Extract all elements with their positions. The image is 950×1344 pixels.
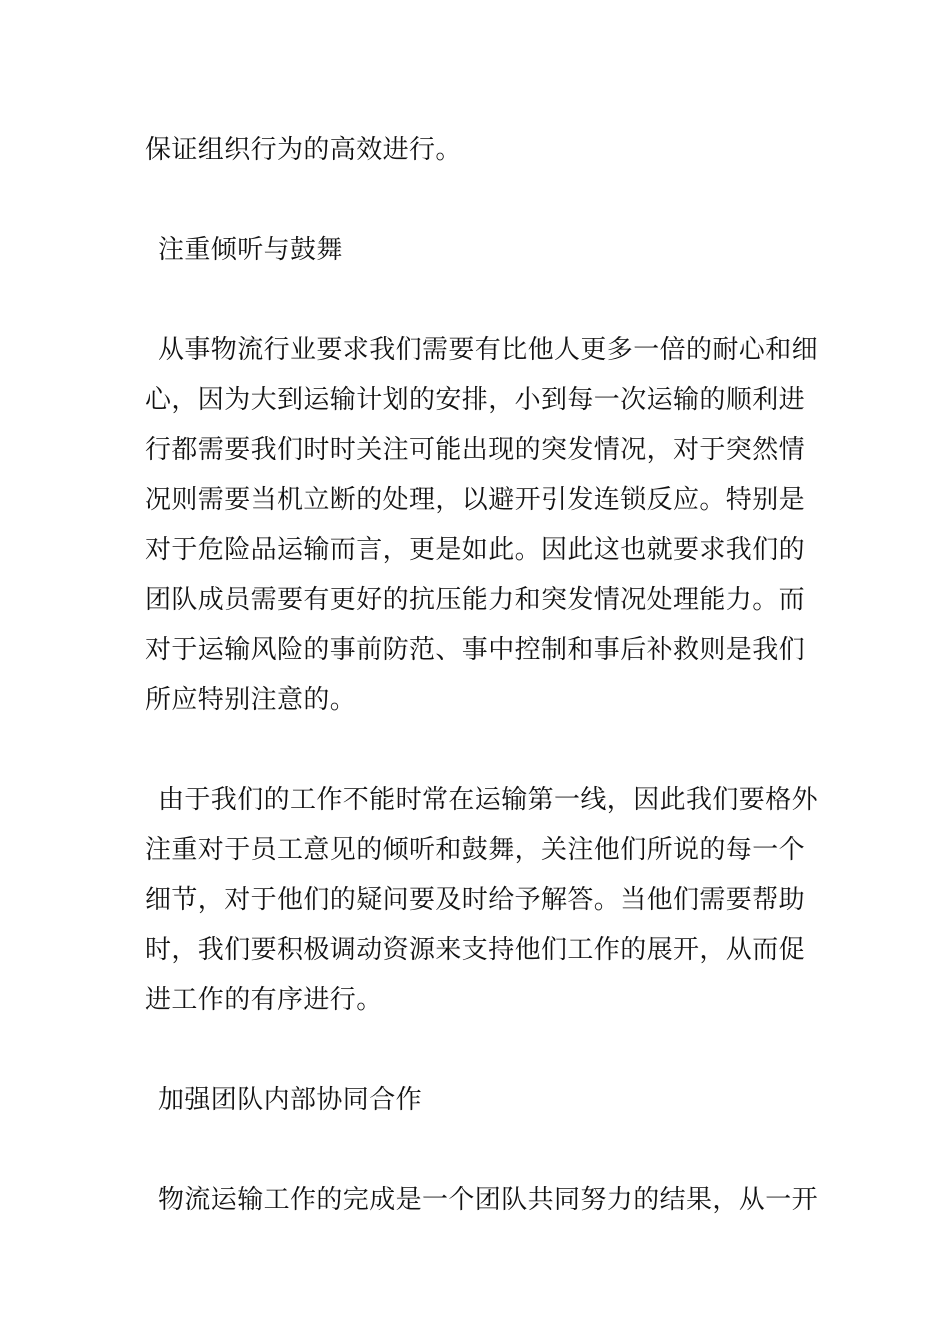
section-heading: 加强团队内部协同合作 <box>158 1085 423 1115</box>
paragraph-line: 心，因为大到运输计划的安排，小到每一次运输的顺利进 <box>145 385 806 415</box>
paragraph-line: 所应特别注意的。 <box>145 685 357 715</box>
paragraph-line: 保证组织行为的高效进行。 <box>145 135 462 165</box>
section-heading: 注重倾听与鼓舞 <box>158 235 343 265</box>
paragraph-line: 细节，对于他们的疑问要及时给予解答。当他们需要帮助 <box>145 885 806 915</box>
paragraph-line: 行都需要我们时时关注可能出现的突发情况，对于突然情 <box>145 435 806 465</box>
paragraph-line: 注重对于员工意见的倾听和鼓舞，关注他们所说的每一个 <box>145 835 806 865</box>
paragraph-line: 进工作的有序进行。 <box>145 985 383 1015</box>
paragraph-line: 况则需要当机立断的处理，以避开引发连锁反应。特别是 <box>145 485 806 515</box>
paragraph-line: 时，我们要积极调动资源来支持他们工作的展开，从而促 <box>145 935 806 965</box>
paragraph-line: 对于运输风险的事前防范、事中控制和事后补救则是我们 <box>145 635 806 665</box>
paragraph-line: 从事物流行业要求我们需要有比他人更多一倍的耐心和细 <box>158 335 819 365</box>
paragraph-line: 物流运输工作的完成是一个团队共同努力的结果，从一开 <box>158 1185 819 1215</box>
paragraph-line: 由于我们的工作不能时常在运输第一线，因此我们要格外 <box>158 785 819 815</box>
paragraph-line: 团队成员需要有更好的抗压能力和突发情况处理能力。而 <box>145 585 806 615</box>
paragraph-line: 对于危险品运输而言，更是如此。因此这也就要求我们的 <box>145 535 806 565</box>
